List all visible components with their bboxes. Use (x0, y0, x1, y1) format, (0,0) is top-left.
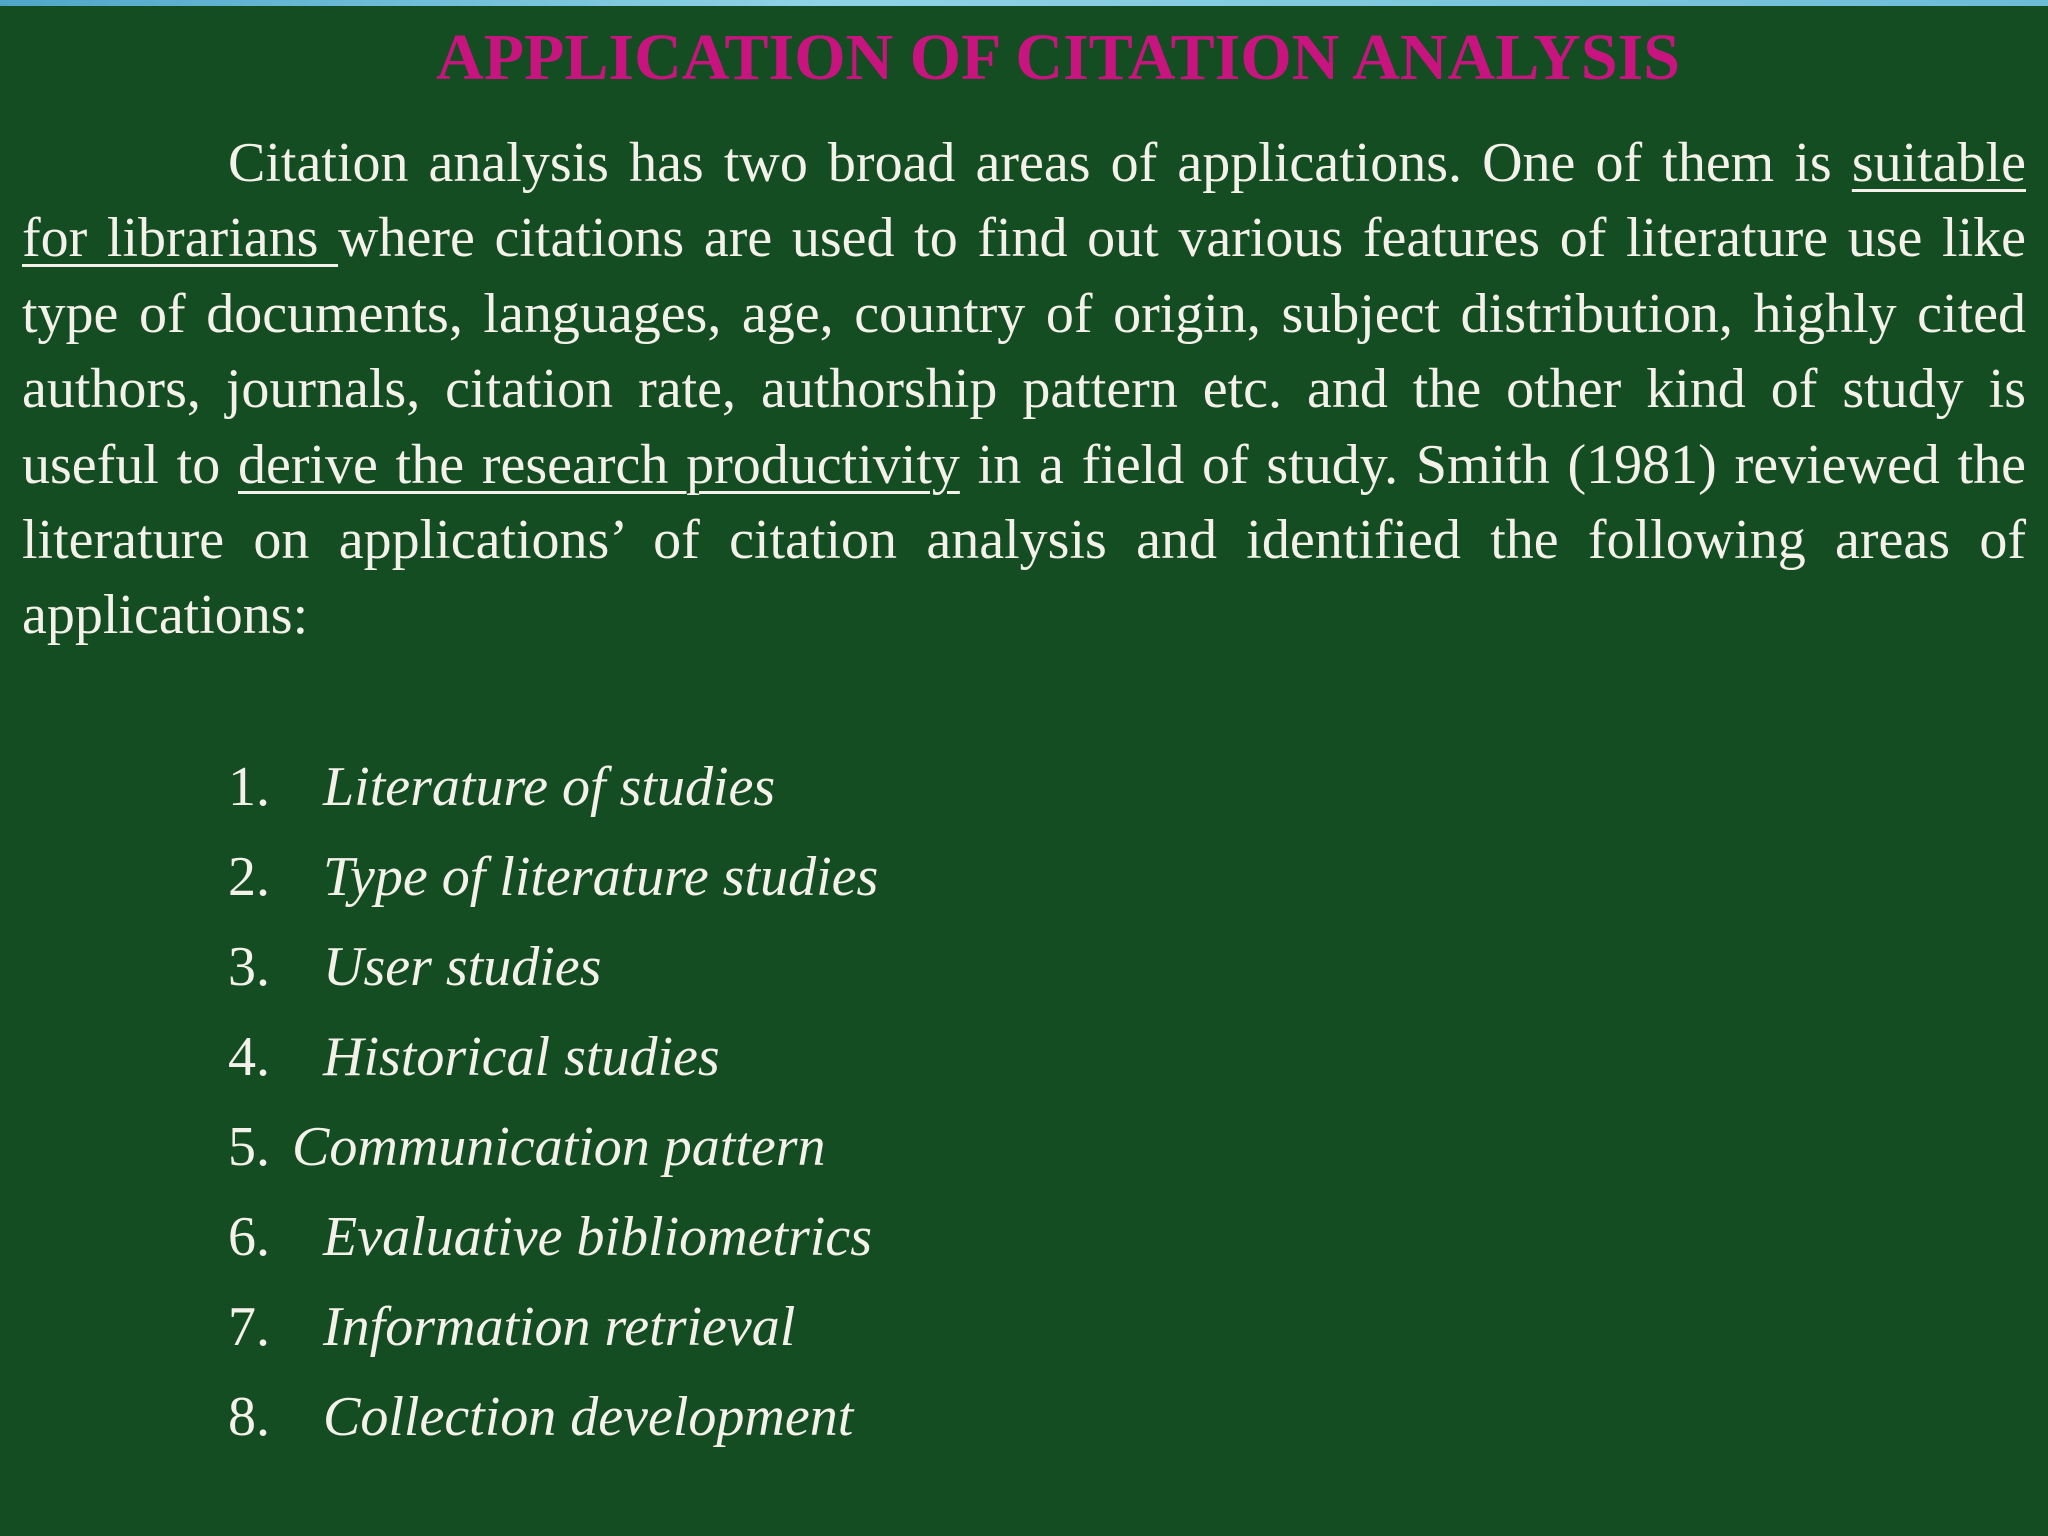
list-item (228, 1012, 878, 1102)
list-item (228, 1372, 878, 1462)
list-item-text: Collection development (323, 1386, 854, 1448)
slide-title: APPLICATION OF CITATION ANALYSIS (436, 21, 1680, 94)
list-item-text: Type of literature studies (323, 846, 879, 908)
list-item-text: Information retrieval (323, 1296, 796, 1358)
list-item-number: 6. (228, 1206, 270, 1268)
list-item (228, 1192, 878, 1282)
list-item-text: Evaluative bibliometrics (323, 1206, 872, 1268)
list-item-number: 7. (228, 1296, 270, 1358)
list-item (228, 832, 878, 922)
list-item-text: Historical studies (323, 1026, 720, 1088)
list-item-number: 5. (228, 1116, 270, 1178)
list-item (228, 1282, 878, 1372)
paragraph-text-1: Citation analysis has two broad areas of applications. One of them is (228, 132, 1852, 194)
list-item-text: Communication pattern (292, 1116, 826, 1178)
list-item (228, 742, 878, 832)
list-item-text: User studies (323, 936, 602, 998)
list-item-number: 2. (228, 846, 270, 908)
applications-list (228, 742, 878, 1462)
list-item-number: 3. (228, 936, 270, 998)
list-item-number: 4. (228, 1026, 270, 1088)
underlined-phrase-librarians: suitable for librarians (22, 132, 2026, 270)
top-accent-bar (0, 0, 2048, 6)
paragraph-text-3: in a field of study. Smith (1981) reviewed the literature on applications’ of citation analysis and identified the following areas of applications: (22, 433, 2026, 647)
list-item-text: Literature of studies (323, 756, 776, 818)
list-item (228, 1102, 878, 1192)
list-item (228, 922, 878, 1012)
underlined-phrase-research-productivity: derive the research productivity (237, 433, 960, 496)
list-item-number: 1. (228, 756, 270, 818)
paragraph-text-2: where citations are used to find out various features of literature use like type of documents, languages, age, country of origin, subject distribution, highly cited authors, journals, citation rate, authorship pattern etc. and the other kind of study is useful to (22, 207, 2026, 496)
body-paragraph (22, 126, 2026, 654)
list-item-number: 8. (228, 1386, 270, 1448)
